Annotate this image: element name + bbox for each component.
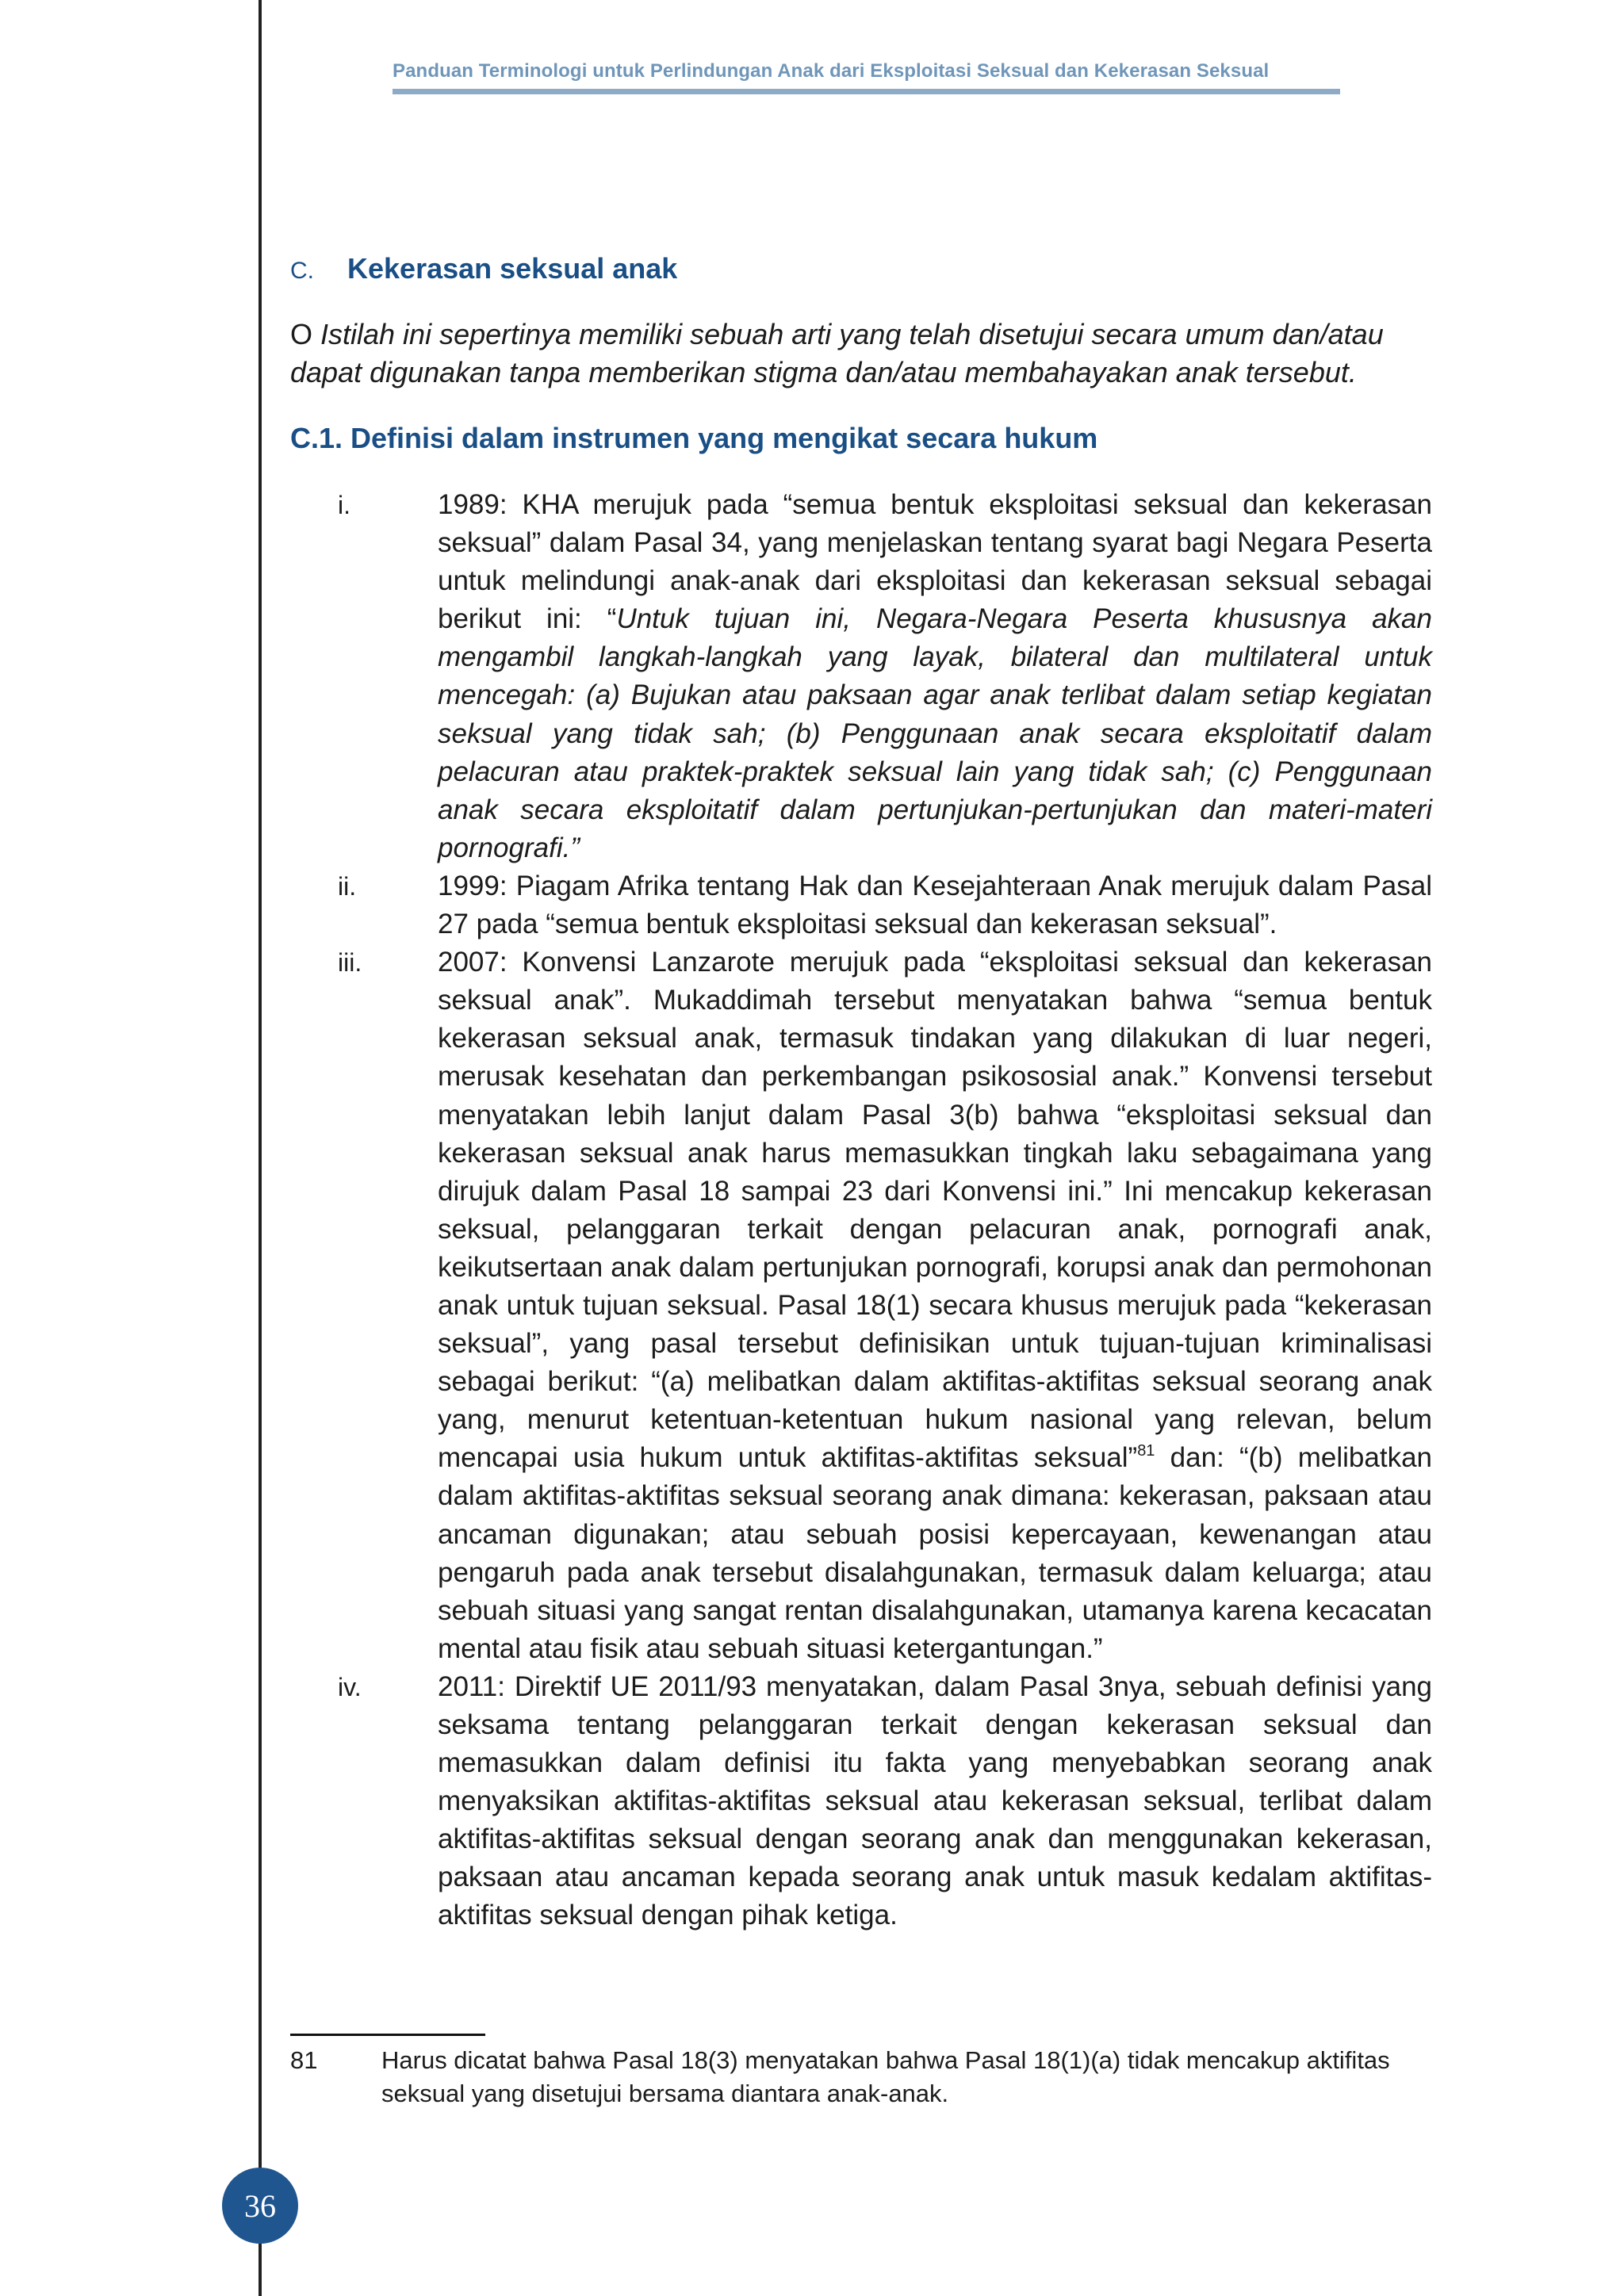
section-heading: [290, 252, 677, 285]
intro-lead: O: [290, 318, 321, 350]
list-item: [338, 1668, 1432, 1935]
list-item-number: iii.: [338, 948, 362, 978]
list-item-number: i.: [338, 491, 350, 519]
list-item-text: [438, 943, 1432, 1668]
intro-paragraph: [290, 316, 1440, 392]
list-item-text: 1999: Piagam Afrika tentang Hak dan Kesejahteraan Anak merujuk dalam Pasal 27 pada “semua bentuk eksploitasi seksual dan kekerasan seksual”.: [438, 870, 1432, 940]
section-title: Kekerasan seksual anak: [347, 252, 678, 285]
list-item-text-part: dan: “(b) melibatkan dalam aktifitas-aktifitas seksual seorang anak dimana: kekerasan, paksaan atau ancaman digunakan; atau sebuah posisi kepercayaan, kewenangan atau pengaruh pada anak tersebut disalahgunakan, termasuk dalam keluarga; atau sebuah situasi yang sangat rentan disalahgunakan, utamanya karena kecacatan mental atau fisik atau sebuah situasi ketergantungan.”: [438, 1442, 1432, 1664]
list-item: [338, 867, 1432, 943]
list-item: [338, 943, 1432, 1668]
header-rule: [393, 89, 1340, 94]
intro-text: Istilah ini sepertinya memiliki sebuah arti yang telah disetujui secara umum dan/atau dapat digunakan tanpa memberikan stigma dan/atau membahayakan anak tersebut.: [290, 318, 1384, 388]
left-margin-line: [259, 0, 262, 2296]
list-item-quote: Untuk tujuan ini, Negara-Negara Peserta khususnya akan mengambil langkah-langkah yang layak, bilateral dan multilateral untuk mencegah: (a) Bujukan atau paksaan agar anak terlibat dalam setiap kegiatan seksual yang tidak sah; (b) Penggunaan anak secara eksploitatif dalam pelacuran atau praktek-praktek seksual lain yang tidak sah; (c) Penggunaan anak secara eksploitatif dalam pertunjukan-pertunjukan dan materi-materi pornografi.”: [438, 603, 1432, 863]
section-letter: C.: [290, 258, 314, 284]
list-item-number: iv.: [338, 1672, 362, 1701]
list-item-text: 2011: Direktif UE 2011/93 menyatakan, dalam Pasal 3nya, sebuah definisi yang seksama tentang pelanggaran terkait dengan kekerasan seksual dan memasukkan dalam definisi itu fakta yang menyebabkan seorang anak menyaksikan aktifitas-aktifitas seksual atau kekerasan seksual, terlibat dalam aktifitas-aktifitas seksual dengan seorang anak dan menggunakan kekerasan, paksaan atau ancaman kepada seorang anak untuk masuk kedalam aktifitas-aktifitas seksual dengan pihak ketiga.: [438, 1670, 1432, 1931]
page-number: 36: [244, 2187, 276, 2224]
definition-list: [338, 486, 1432, 1935]
footnote-ref[interactable]: 81: [1137, 1442, 1155, 1460]
subsection-heading: C.1. Definisi dalam instrumen yang mengikat secara hukum: [290, 422, 1098, 454]
running-header: Panduan Terminologi untuk Perlindungan Anak dari Eksploitasi Seksual dan Kekerasan Seksual: [393, 60, 1270, 82]
list-item-number: ii.: [338, 871, 357, 901]
list-item-text-part: 2007: Konvensi Lanzarote merujuk pada “eksploitasi seksual dan kekerasan seksual anak”. Mukaddimah tersebut menyatakan bahwa “semua bentuk kekerasan seksual anak, termasuk tindakan yang dilakukan di luar negeri, merusak kesehatan dan perkembangan psikososial anak.” Konvensi tersebut menyatakan lebih lanjut dalam Pasal 3(b) bahwa “eksploitasi seksual dan kekerasan seksual anak harus memasukkan tingkah laku sebagaimana yang dirujuk dalam Pasal 18 sampai 23 dari Konvensi ini.” Ini mencakup kekerasan seksual, pelanggaran terkait dengan pelacuran anak, pornografi anak, keikutsertaan anak dalam pertunjukan pornografi, korupsi anak dan permohonan anak untuk tujuan seksual. Pasal 18(1) secara khusus merujuk pada “kekerasan seksual”, yang pasal tersebut definisikan untuk tujuan-tujuan kriminalisasi sebagai berikut: “(a) melibatkan dalam aktifitas-aktifitas seksual seorang anak yang, menurut ketentuan-ketentuan hukum nasional yang relevan, belum mencapai usia hukum untuk aktifitas-aktifitas seksual”: [438, 947, 1432, 1474]
footnote-text: Harus dicatat bahwa Pasal 18(3) menyatakan bahwa Pasal 18(1)(a) tidak mencakup aktifitas seksual yang disetujui bersama diantara anak-anak.: [381, 2046, 1390, 2107]
list-item: [338, 486, 1432, 867]
footnote: [290, 2044, 1432, 2110]
footnote-rule: [290, 2034, 485, 2036]
list-item-text-plain: 1989: KHA merujuk pada “semua bentuk eksploitasi seksual dan kekerasan seksual” dalam Pasal 34, yang menjelaskan tentang syarat bagi Negara Peserta untuk melindungi anak-anak dari eksploitasi dan kekerasan seksual sebagai berikut ini: “: [438, 489, 1432, 635]
list-item-text: [438, 486, 1432, 867]
footnote-number: 81: [290, 2046, 318, 2074]
page-number-badge: [222, 2168, 298, 2244]
